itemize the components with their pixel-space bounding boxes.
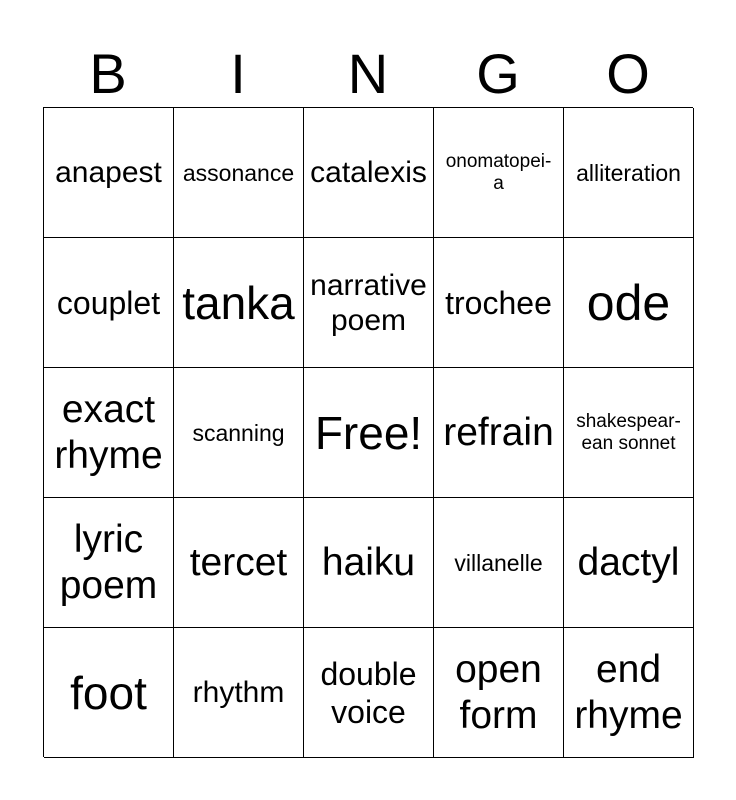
header-letter-g: G	[476, 42, 520, 105]
cell-label: assonance	[182, 159, 295, 186]
bingo-cell-r4c2[interactable]	[304, 628, 434, 758]
header-letter-b: B	[89, 42, 127, 105]
cell-label: foot	[70, 666, 147, 719]
bingo-cell-r2c2[interactable]	[304, 368, 434, 498]
bingo-cell-r3c1[interactable]	[174, 498, 304, 628]
bingo-cell-r3c3[interactable]	[434, 498, 564, 628]
header-letter-o: O	[606, 42, 650, 105]
cell-label: Free!	[314, 406, 423, 459]
bingo-cell-r3c4[interactable]	[564, 498, 694, 628]
bingo-cell-r0c0[interactable]	[44, 108, 174, 238]
cell-label: trochee	[445, 284, 552, 321]
cell-label: narrative poem	[310, 268, 427, 337]
bingo-cell-r4c0[interactable]	[44, 628, 174, 758]
cell-label: anapest	[55, 156, 162, 189]
header-letter-n: N	[347, 42, 389, 105]
bingo-cell-r4c4[interactable]	[564, 628, 694, 758]
bingo-board	[43, 107, 693, 757]
bingo-cell-r2c1[interactable]	[174, 368, 304, 498]
cell-label: double voice	[320, 655, 417, 730]
bingo-cell-r0c4[interactable]	[564, 108, 694, 238]
bingo-cell-r3c0[interactable]	[44, 498, 174, 628]
bingo-cell-r1c2[interactable]	[304, 238, 434, 368]
cell-label: scanning	[192, 419, 285, 446]
bingo-cell-r1c0[interactable]	[44, 238, 174, 368]
cell-label: couplet	[56, 284, 161, 321]
bingo-cell-r3c2[interactable]	[304, 498, 434, 628]
header-letter-i: I	[230, 42, 246, 105]
cell-label: ode	[586, 274, 671, 331]
bingo-cell-r1c3[interactable]	[434, 238, 564, 368]
bingo-cell-r0c3[interactable]	[434, 108, 564, 238]
cell-label: rhythm	[192, 676, 285, 709]
cell-label: exact rhyme	[54, 387, 163, 477]
cell-label: tanka	[182, 276, 295, 329]
cell-label: tercet	[189, 540, 288, 584]
bingo-header	[43, 40, 693, 108]
cell-label: lyric poem	[59, 517, 158, 607]
cell-label: dactyl	[577, 540, 680, 584]
bingo-cell-r2c3[interactable]	[434, 368, 564, 498]
cell-label: refrain	[443, 410, 554, 454]
cell-label: catalexis	[310, 156, 427, 189]
cell-label: haiku	[321, 540, 416, 584]
cell-label: open form	[455, 647, 542, 737]
bingo-cell-r4c3[interactable]	[434, 628, 564, 758]
bingo-cell-r2c0[interactable]	[44, 368, 174, 498]
bingo-cell-r2c4[interactable]	[564, 368, 694, 498]
cell-label: alliteration	[576, 159, 681, 186]
bingo-cell-r1c4[interactable]	[564, 238, 694, 368]
cell-label: shakespear- ean sonnet	[576, 410, 681, 454]
bingo-cell-r1c1[interactable]	[174, 238, 304, 368]
bingo-cell-r0c1[interactable]	[174, 108, 304, 238]
bingo-cell-r4c1[interactable]	[174, 628, 304, 758]
cell-label: onomatopei- a	[445, 150, 552, 194]
cell-label: end rhyme	[574, 647, 683, 737]
cell-label: villanelle	[454, 549, 543, 576]
bingo-cell-r0c2[interactable]	[304, 108, 434, 238]
